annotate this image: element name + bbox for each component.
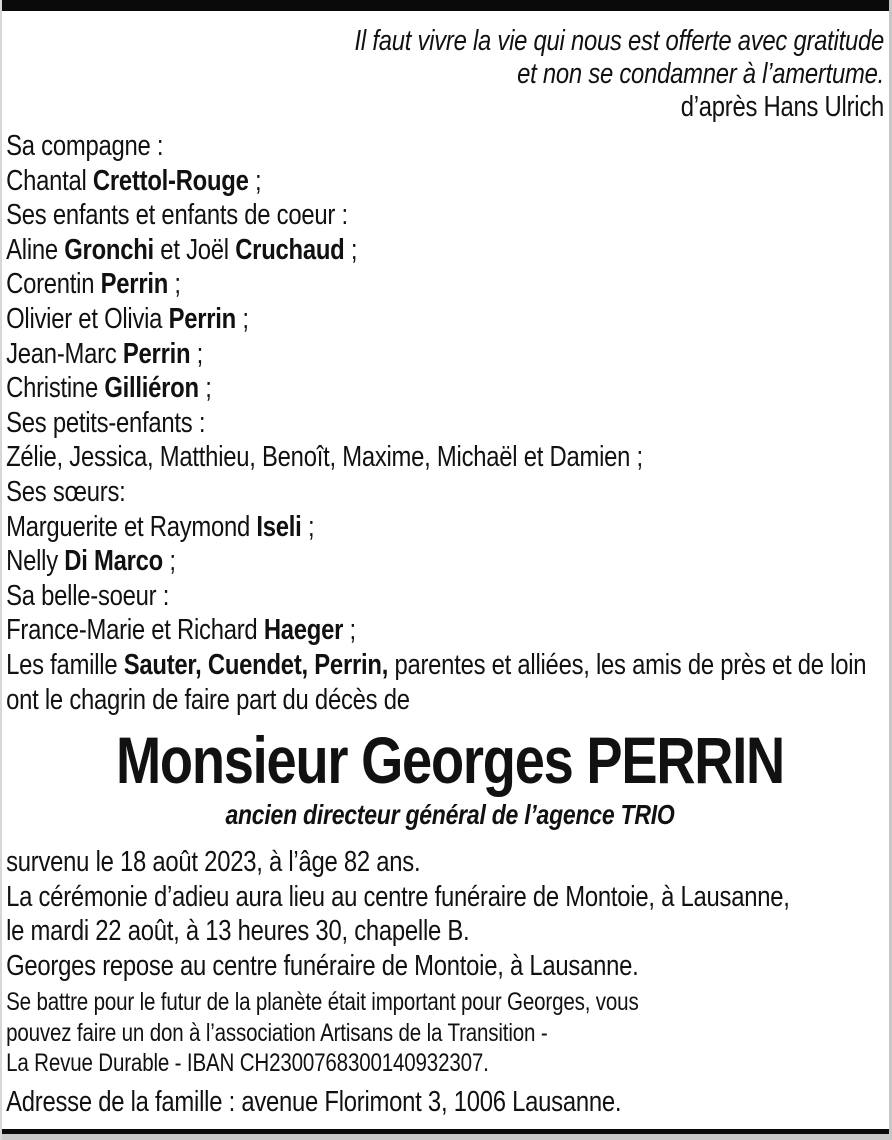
text-segment: ; bbox=[162, 545, 176, 578]
text-segment: Chantal bbox=[6, 164, 93, 197]
text-segment: France-Marie et Richard bbox=[6, 614, 264, 647]
text-segment: Ses enfants et enfants de coeur : bbox=[6, 199, 348, 232]
family-surname: Haeger bbox=[263, 614, 344, 647]
text-segment: Olivier et Olivia bbox=[6, 302, 169, 335]
text-segment: ; bbox=[343, 614, 356, 647]
scan-edge bbox=[2, 1134, 889, 1140]
text-line bbox=[6, 406, 892, 441]
text-line bbox=[6, 579, 892, 614]
deceased-name: Monsieur Georges PERRIN bbox=[115, 723, 784, 798]
text-segment: Sa compagne : bbox=[6, 130, 164, 162]
text-line bbox=[6, 475, 892, 510]
text-line bbox=[6, 440, 892, 475]
family-surname: Cruchaud bbox=[235, 233, 345, 266]
text-line: La Revue Durable - IBAN CH2300768300140932307. bbox=[6, 1049, 489, 1078]
family-surname: Perrin bbox=[122, 337, 191, 370]
text-segment: Marguerite et Raymond bbox=[6, 510, 257, 543]
text-segment: Ses sœurs: bbox=[6, 475, 126, 508]
opening-quote bbox=[6, 25, 892, 124]
family-surname: Di Marco bbox=[64, 545, 163, 578]
text-segment: ; bbox=[190, 337, 204, 370]
text-line: le mardi 22 août, à 13 heures 30, chapelle B. bbox=[6, 915, 470, 948]
donation-note bbox=[6, 987, 892, 1078]
text-line bbox=[6, 544, 892, 579]
text-segment: Aline bbox=[6, 233, 65, 266]
text-segment: ; bbox=[301, 510, 315, 543]
text-line: La cérémonie d’adieu aura lieu au centre funéraire de Montoie, à Lausanne, bbox=[6, 880, 790, 913]
text-line bbox=[6, 613, 892, 648]
text-line bbox=[6, 337, 892, 372]
family-surname: Iseli bbox=[256, 510, 302, 543]
family-surname: Perrin bbox=[168, 302, 237, 335]
family-address: Adresse de la famille : avenue Florimont 3, 1006 Lausanne. bbox=[6, 1086, 622, 1119]
text-segment: parentes et alliées, les amis de près et de loin bbox=[388, 648, 867, 681]
text-line bbox=[6, 267, 892, 302]
family-surname: Gilliéron bbox=[104, 372, 199, 405]
top-border bbox=[2, 0, 889, 11]
family-surname: Perrin, bbox=[314, 648, 389, 681]
text-segment: ont le chagrin de faire part du décès de bbox=[6, 683, 410, 716]
text-segment: ; bbox=[344, 233, 358, 266]
quote-attribution: d’après Hans Ulrich bbox=[680, 91, 885, 123]
text-segment: Christine bbox=[6, 372, 105, 405]
text-line bbox=[6, 648, 892, 683]
text-line bbox=[6, 233, 892, 268]
text-segment: Nelly bbox=[6, 545, 65, 578]
text-line bbox=[6, 510, 892, 545]
text-segment: et Joël bbox=[153, 233, 236, 266]
text-segment: Corentin bbox=[6, 268, 101, 301]
family-surname: Cuendet, bbox=[207, 648, 308, 681]
text-line: survenu le 18 août 2023, à l’âge 82 ans. bbox=[6, 846, 421, 879]
text-line: pouvez faire un don à l’association Artisans de la Transition - bbox=[6, 1018, 548, 1047]
text-line bbox=[6, 129, 892, 164]
text-segment: Ses petits-enfants : bbox=[6, 406, 206, 439]
text-segment: Sa belle-soeur : bbox=[6, 579, 170, 612]
text-line: Georges repose au centre funéraire de Montoie, à Lausanne. bbox=[6, 949, 639, 982]
text-segment: Jean-Marc bbox=[6, 337, 123, 370]
text-line bbox=[6, 302, 892, 337]
family-surname: Sauter, bbox=[123, 648, 202, 681]
text-segment: ; bbox=[198, 372, 212, 405]
family-surname: Crettol-Rouge bbox=[92, 164, 249, 197]
text-line bbox=[6, 371, 892, 406]
text-line: Se battre pour le futur de la planète était important pour Georges, vous bbox=[6, 988, 639, 1017]
ceremony-details bbox=[6, 845, 892, 983]
text-segment: ; bbox=[248, 164, 262, 197]
quote-line-2: et non se condamner à l’amertume. bbox=[517, 58, 885, 90]
text-segment: ; bbox=[236, 302, 249, 335]
text-line bbox=[6, 683, 892, 718]
family-surname: Perrin bbox=[100, 268, 169, 301]
text-segment: Zélie, Jessica, Matthieu, Benoît, Maxime, Michaël et Damien ; bbox=[6, 441, 643, 474]
notice-content bbox=[2, 25, 892, 1120]
quote-line-1: Il faut vivre la vie qui nous est offerte avec gratitude bbox=[354, 25, 885, 57]
text-segment: ; bbox=[168, 268, 181, 301]
text-line bbox=[6, 164, 892, 199]
deceased-role: ancien directeur général de l’agence TRIO bbox=[225, 799, 675, 831]
text-segment: Les famille bbox=[6, 648, 124, 681]
family-list bbox=[6, 129, 892, 717]
family-surname: Gronchi bbox=[64, 233, 154, 266]
text-line bbox=[6, 198, 892, 233]
